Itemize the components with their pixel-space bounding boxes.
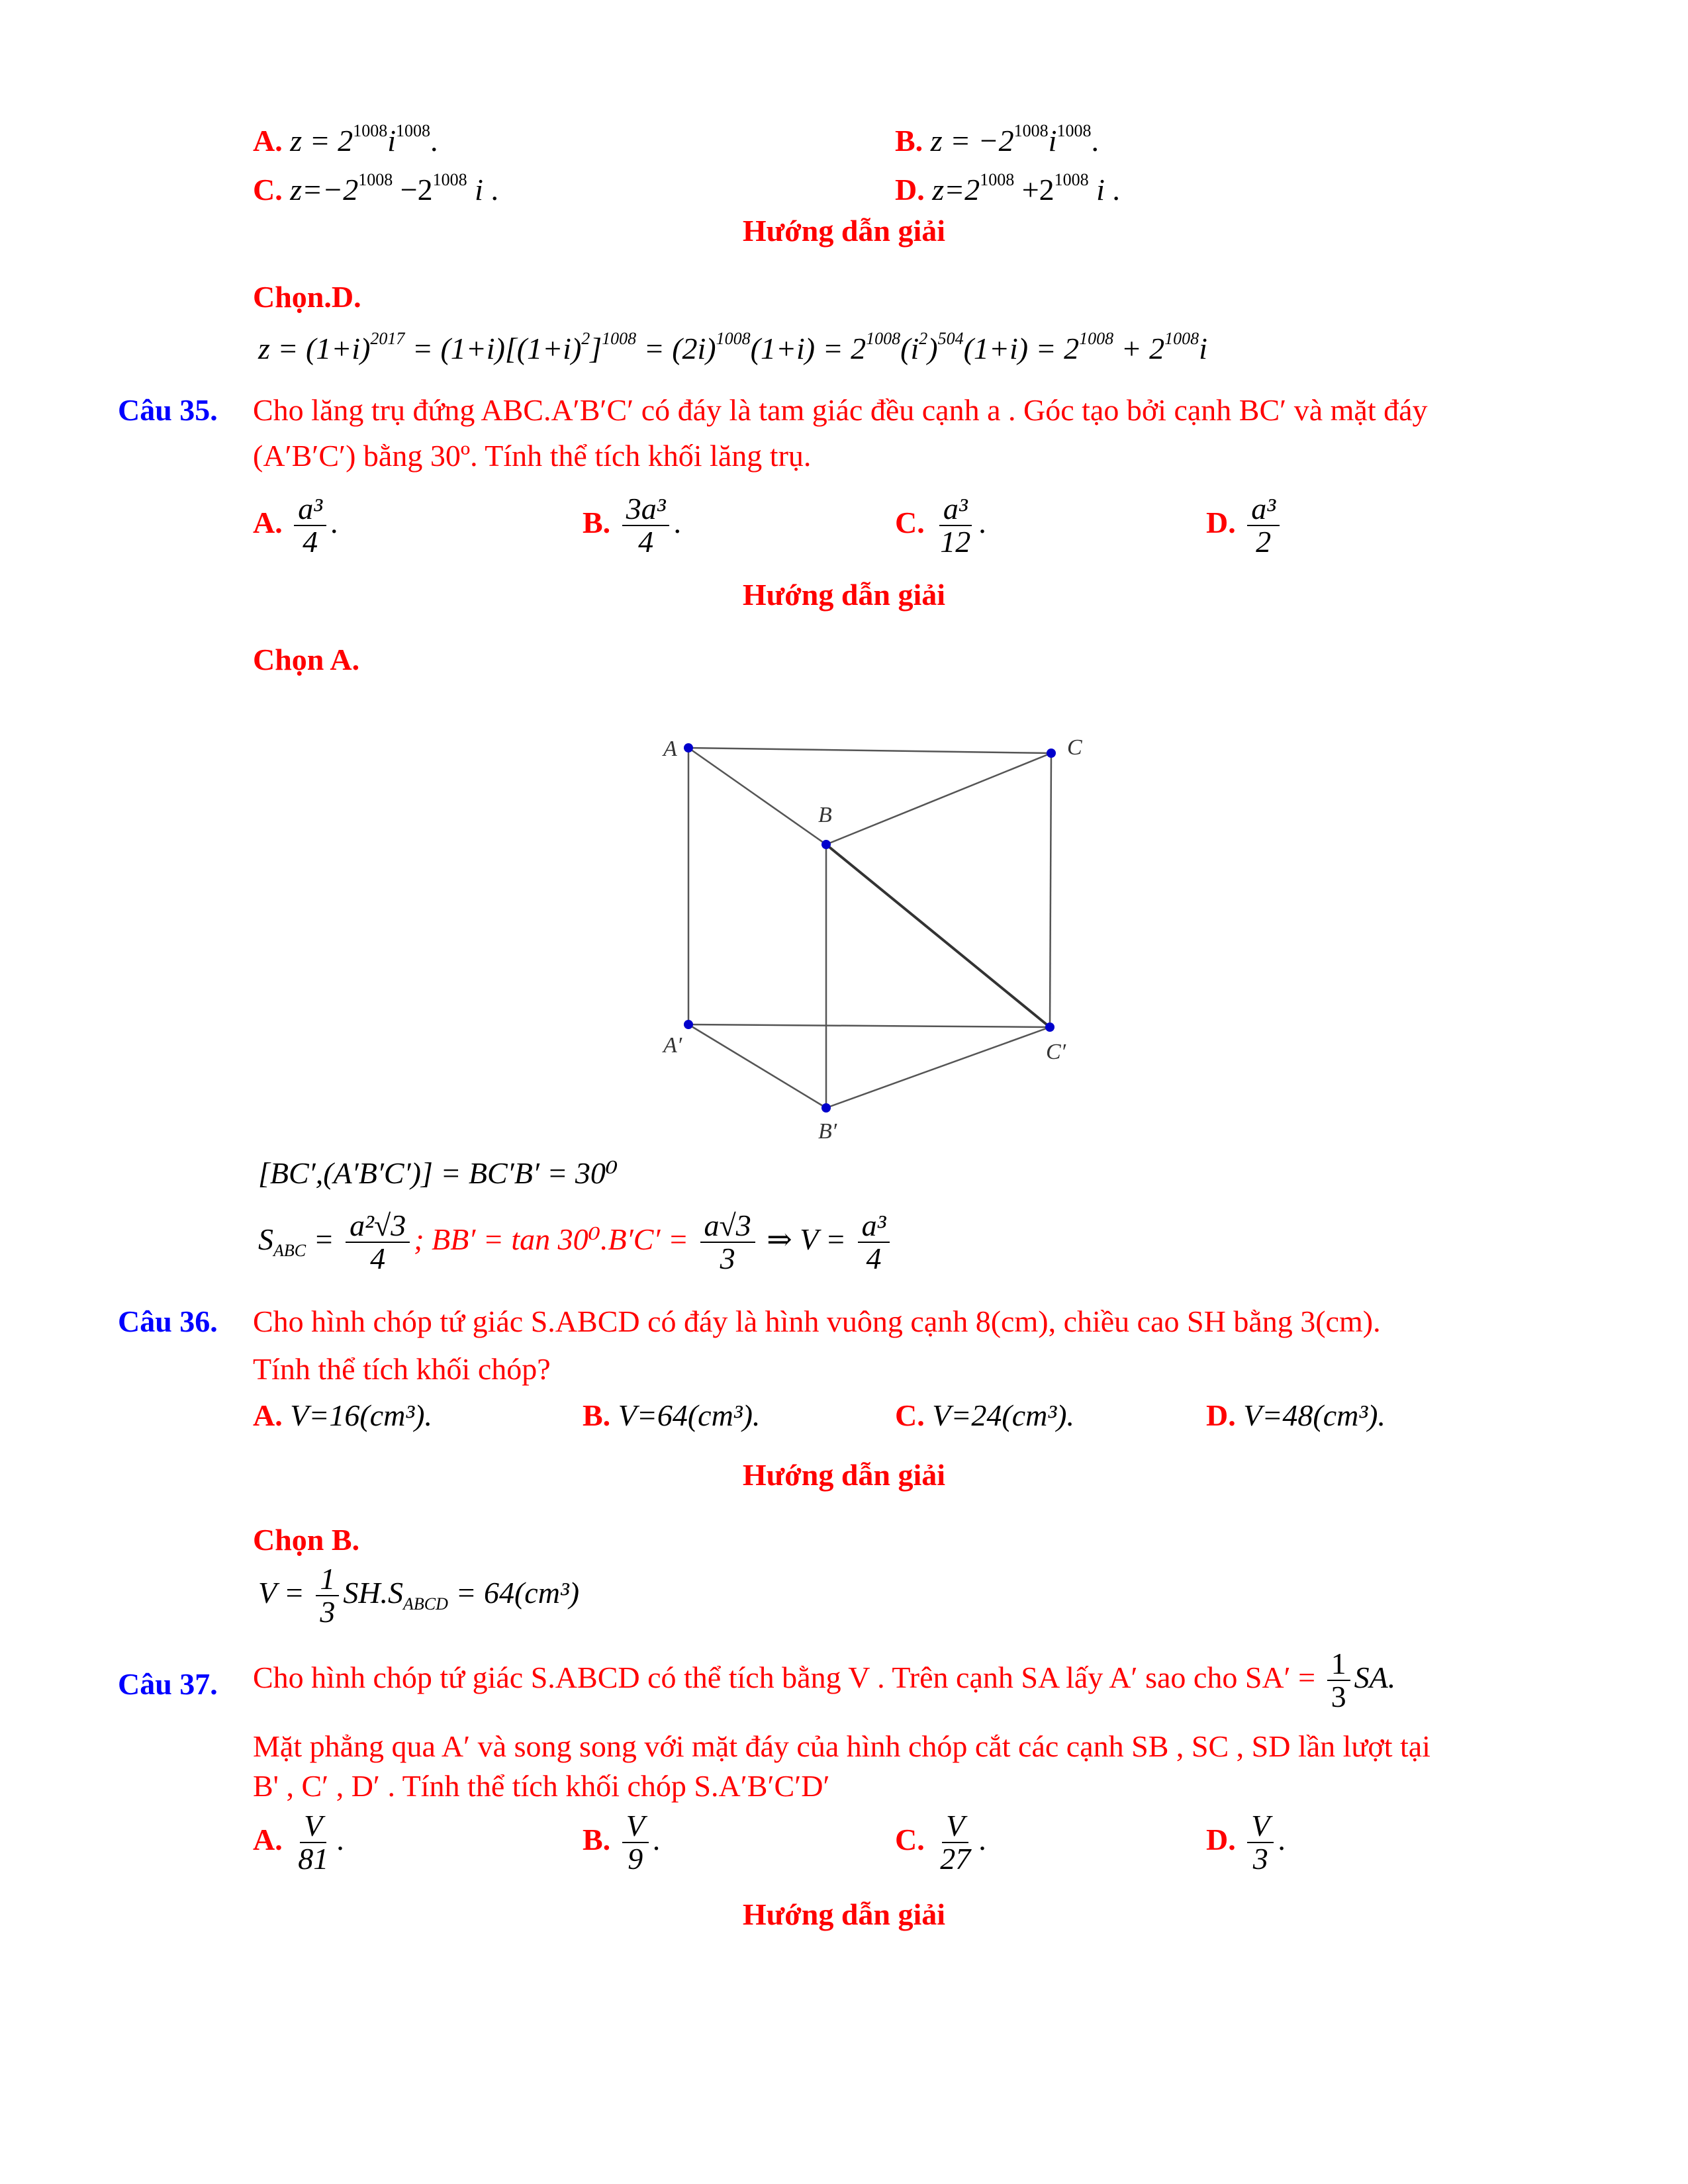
point-B [821,840,831,849]
q34-option-d: D. $z=2^{1008} +2^{1008}$ i . [895,169,1120,206]
exponent: 1008 [1054,169,1089,189]
q35-option-c: C. $\frac{\text{a³}}{12}$ . [895,492,986,559]
q36-solution: V = $\frac{1}{3}$ $SH.S_{ABCD} = 64(cm^3)$ [258,1562,580,1629]
option-math: z = 2 [290,124,353,158]
q35-text-line2: (A′B′C′) bằng 30º. Tính thể tích khối lăng trụ. [253,439,812,473]
q37-text-line1: Cho hình chóp tứ giác S.ABCD có thể tích bằng V . Trên cạnh SA lấy A′ sao cho SA′ = $\frac{1}{3}$ SA. [253,1647,1396,1714]
option-label: C. [895,505,925,539]
q37-option-b: B. $\frac{V}{9}$ . [583,1809,661,1876]
q36-option-d: D. V=48(cm³). [1206,1398,1385,1432]
option-math: z=2 [932,173,980,206]
exponent: 1008 [980,169,1015,189]
label-B1: B′ [818,1119,837,1144]
edge-AB [688,748,826,844]
edge-AC [688,748,1051,753]
q34-option-a: A. $z = 2^{1008}i^{1008}$. [253,120,438,158]
option-label: A. [253,1822,283,1856]
option-label: D. [895,173,925,206]
q36-text-line1: Cho hình chóp tứ giác S.ABCD có đáy là hình vuông cạnh 8(cm), chiều cao SH bằng 3(cm). [253,1304,1381,1338]
label-C: C [1067,735,1082,760]
q37-option-a: A. $\frac{V}{81}$ . [253,1809,344,1876]
exponent: 1008 [395,120,430,140]
option-label: B. [895,124,923,158]
q35-solution-line1: [BC′,(A′B′C′)] = BC′B′ = 30⁰ [258,1156,618,1190]
option-label: D. [1206,1822,1236,1856]
option-math: z = −2 [930,124,1014,158]
q34-option-b: B. $z = -2^{1008}i^{1008}$. [895,120,1099,158]
option-label: C. [253,173,283,206]
q35-label: Câu 35. [118,393,218,427]
edge-CC1 [1050,753,1051,1027]
label-A1: A′ [663,1033,682,1058]
q34-option-c: C. $z=-2^{1008} -2^{1008}$ i . [253,169,498,206]
q34-guide-heading: Hướng dẫn giải [742,214,946,248]
exponent: 1008 [358,169,393,189]
q35-option-a: A. $\frac{\text{a³}}{4}$ . [253,492,338,559]
exponent: 1008 [1056,120,1092,140]
q34-solution: $z = (1+i)^{2017} = (1+i)[(1+i)^2]^{1008} = (2i)^{1008}(1+i) = 2^{1008}(i^2)^{504}(1+i) = 2^{1008} + 2^{1008}i$ [258,328,1207,365]
q37-label: Câu 37. [118,1667,218,1701]
option-label: C. [895,1398,925,1432]
option-math: z=−2 [290,173,359,206]
option-label: B. [583,1822,611,1856]
point-B1 [821,1103,831,1113]
option-label: A. [253,505,283,539]
q35-text-line1: Cho lăng trụ đứng ABC.A′B′C′ có đáy là tam giác đều cạnh a . Góc tạo bởi cạnh BC′ và mặt đáy [253,393,1428,427]
q36-option-a: A. V=16(cm³). [253,1398,432,1432]
q37-text-line3: B' , C′ , D′ . Tính thể tích khối chóp S.A′B′C′D′ [253,1769,830,1803]
q37-guide-heading: Hướng dẫn giải [742,1897,946,1931]
q36-option-c: C. V=24(cm³). [895,1398,1074,1432]
label-B: B [818,803,832,827]
point-A [684,743,693,752]
segment-BC1 [826,844,1050,1027]
edge-A1B1 [688,1024,826,1108]
point-A1 [684,1020,693,1029]
q35-chosen-answer: Chọn A. [253,643,360,676]
edge-BC [826,753,1051,844]
q36-chosen-answer: Chọn B. [253,1523,360,1557]
exponent: 1008 [353,120,388,140]
label-C1: C′ [1046,1040,1066,1064]
q34-chosen-answer: Chọn.D. [253,280,361,314]
exponent: 1008 [1013,120,1049,140]
option-label: D. [1206,505,1236,539]
option-label: B. [583,505,611,539]
q36-text-line2: Tính thể tích khối chóp? [253,1352,551,1386]
option-label: A. [253,124,283,158]
q37-option-d: D. $\frac{V}{3}$ . [1206,1809,1286,1876]
q37-text-line2: Mặt phẳng qua A′ và song song với mặt đáy của hình chóp cắt các cạnh SB , SC , SD lần lượt tại [253,1729,1430,1763]
label-A: A [663,737,677,761]
option-label: C. [895,1822,925,1856]
q37-option-c: C. $\frac{V}{27}$ . [895,1809,986,1876]
point-C1 [1045,1023,1055,1032]
q36-label: Câu 36. [118,1304,218,1338]
option-label: D. [1206,1398,1236,1432]
edge-B1C1 [826,1027,1050,1108]
q35-guide-heading: Hướng dẫn giải [742,578,946,612]
q36-guide-heading: Hướng dẫn giải [742,1458,946,1492]
option-label: B. [583,1398,611,1432]
option-label: A. [253,1398,283,1432]
prism-figure [649,721,1099,1145]
q35-option-d: D. $\frac{\text{a³}}{2}$ [1206,493,1284,559]
exponent: 1008 [432,169,467,189]
edge-A1C1 [688,1024,1050,1027]
q36-option-b: B. V=64(cm³). [583,1398,761,1432]
q35-option-b: B. $\frac{\text{3a³}}{4}$ . [583,492,681,559]
q35-solution-line2: $S_{ABC}$ = $\frac{\text{a²√3}}{4}$ ; BB′ = tan 30⁰.B′C′ = $\frac{a√3}{3}$ ⇒ V = $\frac{\text{a³}}{4}$ [258,1210,894,1275]
point-C [1047,749,1056,758]
